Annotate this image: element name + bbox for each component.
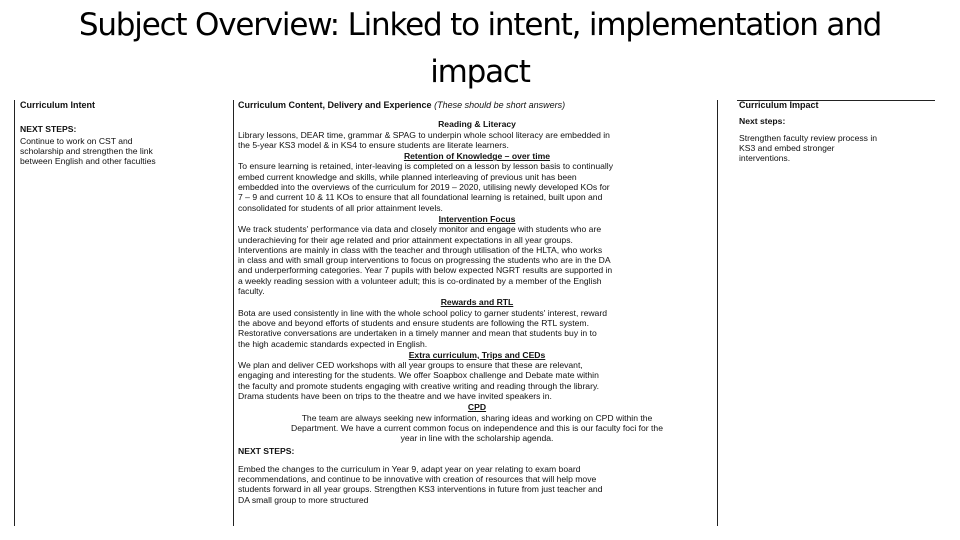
section-title: Reading & Literacy	[438, 119, 516, 130]
content-next-steps-label: NEXT STEPS:	[238, 445, 295, 456]
curriculum-impact-heading: Curriculum Impact	[739, 100, 819, 110]
content-sections	[238, 119, 716, 443]
section-title: Intervention Focus	[438, 213, 516, 224]
section-title: Rewards and RTL	[440, 297, 514, 308]
section-title: Extra curriculum, Trips and CEDs	[408, 349, 546, 360]
column-divider-right	[717, 100, 718, 526]
slide-title	[0, 2, 960, 96]
curriculum-content-heading-text: Curriculum Content, Delivery and Experience	[238, 100, 432, 110]
column-divider-left	[233, 100, 234, 526]
intent-next-steps-text: Continue to work on CST and scholarship and strengthen the link between English and other faculties	[20, 135, 156, 167]
curriculum-content-heading-note: (These should be short answers)	[434, 100, 566, 110]
section-text: Library lessons, DEAR time, grammar & SPAG to underpin whole school literacy are embedded in the 5-year KS3 model & in KS4 to ensure students are literate learners.	[238, 129, 610, 150]
section-text: Bota are used consistently in line with the whole school policy to garner students' interest, reward the above and beyond efforts of students and ensure students are following the RTL system. Restorative conversations are undertaken in a timely manner and mean that students buy in to the high academic standards expected in English.	[238, 307, 607, 349]
content-next-steps-text: Embed the changes to the curriculum in Year 9, adapt year on year relating to exam board recommendations, and continue to be innovative with creation of resources that will help move students forward in all year groups. Strengthen KS3 interventions in future from just teacher and DA small group to more structured	[238, 463, 603, 505]
section-text: The team are always seeking new information, sharing ideas and working on CPD within the Department. We have a current common focus on independence and this is our faculty foci for the year in line with the scholarship agenda.	[291, 412, 663, 444]
curriculum-content-column	[238, 100, 716, 505]
left-border	[14, 100, 15, 526]
section-title: CPD	[467, 402, 487, 413]
slide-title-line-1: Subject Overview: Linked to intent, implementation and	[78, 7, 882, 43]
impact-next-steps-label: Next steps:	[739, 116, 786, 127]
section-text: We plan and deliver CED workshops with all year groups to ensure that these are relevant, engaging and interesting for the students. We offer Soapbox challenge and Debate mate within the faculty and promote students engaging with creative writing and reading through the library. Drama students have been on trips to the theatre and we have invited speakers in.	[238, 360, 599, 402]
curriculum-intent-column	[20, 100, 224, 166]
section-title: Retention of Knowledge – over time	[403, 151, 551, 162]
curriculum-impact-column	[739, 100, 935, 163]
curriculum-intent-heading: Curriculum Intent	[20, 100, 96, 110]
section-text: We track students' performance via data and closely monitor and engage with students who are underachieving for their age related and prior attainment expectations in all year groups. Interventions are mainly in class with the teacher and through utilisation of the HLTA, who works in class and with small group interventions to focus on progressing the students who are in the DA and underperforming categories. Year 7 pupils with below expected NGRT results are supported in a weekly reading session with a volunteer adult; this is co-ordinated by a member of the English faculty.	[238, 224, 613, 297]
curriculum-content-heading	[238, 100, 716, 110]
slide-title-line-2: impact	[430, 54, 530, 90]
section-text: To ensure learning is retained, inter-leaving is completed on a lesson by lesson basis to continually embed current knowledge and skills, while planned interleaving of previous unit has been embedded into the overviews of the curriculum for 2019 – 2020, utilising newly developed KOs for 7 – 9 and current 10 & 11 KOs to ensure that all foundational learning is retained, built upon and consolidated for students of all prior attainment levels.	[238, 161, 613, 213]
impact-next-steps-text: Strengthen faculty review process in KS3 and embed stronger interventions.	[739, 132, 878, 164]
intent-next-steps-label: NEXT STEPS:	[20, 124, 77, 135]
